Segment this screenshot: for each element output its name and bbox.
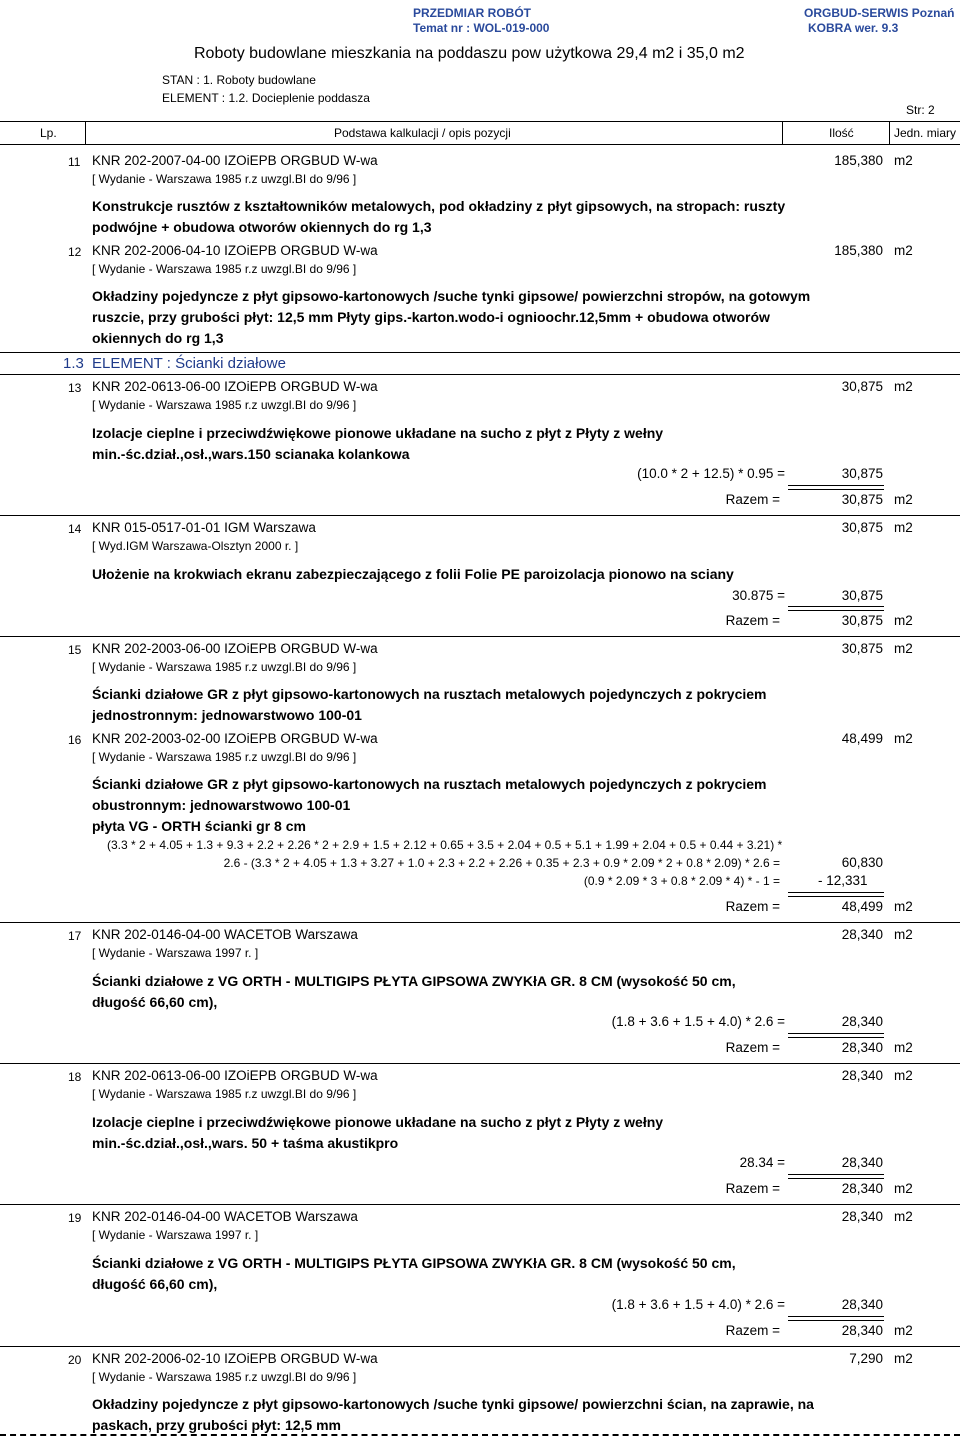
item-quantity: 7,290 <box>849 1351 883 1366</box>
calc-formula: (10.0 * 2 + 12.5) * 0.95 = <box>637 466 785 481</box>
software-version: KOBRA wer. 9.3 <box>808 21 899 35</box>
razem-unit: m2 <box>894 1040 913 1055</box>
calc-value: - 12,331 <box>818 873 868 888</box>
item-number: 16 <box>68 733 82 747</box>
sum-underline <box>788 1033 884 1038</box>
item-description: obustronnym: jednowarstwowo 100-01 <box>92 797 351 813</box>
item-number: 19 <box>68 1211 82 1225</box>
item-number: 12 <box>68 245 82 259</box>
item-source: [ Wyd.IGM Warszawa-Olsztyn 2000 r. ] <box>92 539 299 553</box>
item-unit: m2 <box>894 379 913 394</box>
stan-label: STAN : 1. Roboty budowlane <box>162 73 316 87</box>
item-code: KNR 202-0146-04-00 WACETOB Warszawa <box>92 927 358 942</box>
item-description: Ścianki działowe z VG ORTH - MULTIGIPS PŁYTA GIPSOWA ZWYKłA GR. 8 CM (wysokość 50 cm, <box>92 973 736 989</box>
software-company: ORGBUD-SERWIS Poznań <box>804 6 955 20</box>
col-lp: Lp. <box>40 126 57 140</box>
calc-value: 30,875 <box>841 466 883 481</box>
item-description: min.-śc.dział.,osł.,wars.150 scianaka kolankowa <box>92 446 410 462</box>
row-divider <box>0 1346 960 1347</box>
razem-label: Razem = <box>725 613 780 628</box>
item-description: Ścianki działowe GR z płyt gipsowo-kartonowych na rusztach metalowych pojedynczych z pokryciem <box>92 776 767 792</box>
razem-value: 28,340 <box>841 1040 883 1055</box>
item-quantity: 30,875 <box>841 379 883 394</box>
item-quantity: 30,875 <box>841 641 883 656</box>
calc-formula: (1.8 + 3.6 + 1.5 + 4.0) * 2.6 = <box>611 1297 785 1312</box>
item-description: min.-śc.dział.,osł.,wars. 50 + taśma akustikpro <box>92 1135 399 1151</box>
item-description: płyta VG - ORTH ścianki gr 8 cm <box>92 818 306 834</box>
topic-number: Temat nr : WOL-019-000 <box>413 21 550 35</box>
item-number: 15 <box>68 643 82 657</box>
item-unit: m2 <box>894 927 913 942</box>
calc-formula: 2.6 - (3.3 * 2 + 4.05 + 1.3 + 3.27 + 1.0 + 2.3 + 2.2 + 2.26 + 0.35 + 2.3 + 0.9 * 2.09 * 2 + 0.8 * 2.09) * 2.6 = <box>223 856 780 870</box>
sum-underline <box>788 485 884 490</box>
item-source: [ Wydanie - Warszawa 1985 r.z uwzgl.BI do 9/96 ] <box>92 750 357 764</box>
item-quantity: 30,875 <box>841 520 883 535</box>
item-description: Izolacje cieplne i przeciwdźwiękowe pionowe układane na sucho z płyt z Płyty z wełny <box>92 1114 664 1130</box>
page-cut-line <box>0 1434 960 1436</box>
element-label: ELEMENT : 1.2. Docieplenie poddasza <box>162 91 370 105</box>
item-unit: m2 <box>894 1351 913 1366</box>
section-title: ELEMENT : Ścianki działowe <box>92 355 286 372</box>
item-description: podwójne + obudowa otworów okiennych do rg 1,3 <box>92 219 432 235</box>
item-description: Izolacje cieplne i przeciwdźwiękowe pionowe układane na sucho z płyt z Płyty z wełny <box>92 425 664 441</box>
project-title: Roboty budowlane mieszkania na poddaszu pow użytkowa 29,4 m2 i 35,0 m2 <box>194 45 745 62</box>
item-description: Konstrukcje rusztów z kształtowników metalowych, pod okładziny z płyt gipsowych, na stropach: ruszty <box>92 198 786 214</box>
item-description: Ścianki działowe GR z płyt gipsowo-kartonowych na rusztach metalowych pojedynczych z pokryciem <box>92 686 767 702</box>
row-divider <box>0 922 960 923</box>
item-unit: m2 <box>894 153 913 168</box>
razem-unit: m2 <box>894 613 913 628</box>
item-code: KNR 202-0613-06-00 IZOiEPB ORGBUD W-wa <box>92 379 378 394</box>
item-quantity: 48,499 <box>841 731 883 746</box>
item-code: KNR 202-2003-02-00 IZOiEPB ORGBUD W-wa <box>92 731 378 746</box>
item-description: długość 66,60 cm), <box>92 1276 218 1292</box>
item-source: [ Wydanie - Warszawa 1985 r.z uwzgl.BI do 9/96 ] <box>92 1087 357 1101</box>
row-divider <box>0 636 960 637</box>
calc-formula: (1.8 + 3.6 + 1.5 + 4.0) * 2.6 = <box>611 1014 785 1029</box>
item-code: KNR 202-2003-06-00 IZOiEPB ORGBUD W-wa <box>92 641 378 656</box>
item-unit: m2 <box>894 731 913 746</box>
sum-underline <box>788 1316 884 1321</box>
item-description: Okładziny pojedyncze z płyt gipsowo-kartonowych /suche tynki gipsowe/ powierzchni ścian, na zaprawie, na <box>92 1396 814 1412</box>
item-number: 11 <box>68 155 81 169</box>
item-unit: m2 <box>894 520 913 535</box>
item-code: KNR 202-2006-02-10 IZOiEPB ORGBUD W-wa <box>92 1351 378 1366</box>
razem-unit: m2 <box>894 1323 913 1338</box>
item-description: Ścianki działowe z VG ORTH - MULTIGIPS PŁYTA GIPSOWA ZWYKłA GR. 8 CM (wysokość 50 cm, <box>92 1255 736 1271</box>
item-description: jednostronnym: jednowarstwowo 100-01 <box>92 707 362 723</box>
doc-type-title: PRZEDMIAR ROBÓT <box>413 6 531 20</box>
item-quantity: 28,340 <box>841 1068 883 1083</box>
item-code: KNR 015-0517-01-01 IGM Warszawa <box>92 520 316 535</box>
razem-label: Razem = <box>725 1040 780 1055</box>
item-description: okiennych do rg 1,3 <box>92 330 224 346</box>
calc-value: 60,830 <box>841 855 883 870</box>
razem-unit: m2 <box>894 492 913 507</box>
item-description: paskach, przy grubości płyt: 12,5 mm <box>92 1417 341 1433</box>
item-source: [ Wydanie - Warszawa 1985 r.z uwzgl.BI do 9/96 ] <box>92 398 357 412</box>
item-description: Okładziny pojedyncze z płyt gipsowo-kartonowych /suche tynki gipsowe/ powierzchni stropów, na gotowym <box>92 288 811 304</box>
section-divider <box>0 374 960 375</box>
col-description: Podstawa kalkulacji / opis pozycji <box>334 126 511 140</box>
item-source: [ Wydanie - Warszawa 1985 r.z uwzgl.BI do 9/96 ] <box>92 262 357 276</box>
item-code: KNR 202-2007-04-00 IZOiEPB ORGBUD W-wa <box>92 153 378 168</box>
item-number: 18 <box>68 1070 82 1084</box>
item-source: [ Wydanie - Warszawa 1985 r.z uwzgl.BI do 9/96 ] <box>92 660 357 674</box>
item-quantity: 28,340 <box>841 927 883 942</box>
item-number: 14 <box>68 522 82 536</box>
calc-value: 30,875 <box>841 588 883 603</box>
item-description: długość 66,60 cm), <box>92 994 218 1010</box>
item-unit: m2 <box>894 243 913 258</box>
item-number: 20 <box>68 1353 82 1367</box>
razem-label: Razem = <box>725 1323 780 1338</box>
item-number: 17 <box>68 929 82 943</box>
razem-value: 28,340 <box>841 1181 883 1196</box>
row-divider <box>0 1204 960 1205</box>
item-code: KNR 202-2006-04-10 IZOiEPB ORGBUD W-wa <box>92 243 378 258</box>
row-divider <box>0 515 960 516</box>
item-quantity: 28,340 <box>841 1209 883 1224</box>
calc-formula: 28.34 = <box>739 1155 785 1170</box>
item-source: [ Wydanie - Warszawa 1985 r.z uwzgl.BI do 9/96 ] <box>92 172 357 186</box>
section-divider <box>0 352 960 353</box>
razem-value: 28,340 <box>841 1323 883 1338</box>
item-unit: m2 <box>894 1068 913 1083</box>
item-source: [ Wydanie - Warszawa 1997 r. ] <box>92 946 259 960</box>
row-divider <box>0 1063 960 1064</box>
item-quantity: 185,380 <box>834 153 883 168</box>
razem-value: 30,875 <box>841 613 883 628</box>
razem-label: Razem = <box>725 899 780 914</box>
calc-formula: (3.3 * 2 + 4.05 + 1.3 + 9.3 + 2.2 + 2.26 * 2 + 2.9 + 1.5 + 2.12 + 0.65 + 3.5 + 2.04 + 0.5 + 5.1 + 1.99 + 2.04 + 0.5 + 0.44 + 3.21) * <box>107 838 783 852</box>
calc-value: 28,340 <box>841 1014 883 1029</box>
item-description: Ułożenie na krokwiach ekranu zabezpieczającego z folii Folie PE paroizolacja pionowo na sciany <box>92 566 734 582</box>
calc-value: 28,340 <box>841 1155 883 1170</box>
item-code: KNR 202-0146-04-00 WACETOB Warszawa <box>92 1209 358 1224</box>
calc-formula: (0.9 * 2.09 * 3 + 0.8 * 2.09 * 4) * - 1 = <box>583 874 780 888</box>
razem-unit: m2 <box>894 1181 913 1196</box>
calc-value: 28,340 <box>841 1297 883 1312</box>
item-number: 13 <box>68 381 82 395</box>
sum-underline <box>788 892 884 897</box>
item-code: KNR 202-0613-06-00 IZOiEPB ORGBUD W-wa <box>92 1068 378 1083</box>
razem-label: Razem = <box>725 1181 780 1196</box>
razem-value: 48,499 <box>841 899 883 914</box>
col-quantity: Ilość <box>829 126 854 140</box>
item-source: [ Wydanie - Warszawa 1997 r. ] <box>92 1228 259 1242</box>
section-number: 1.3 <box>63 355 84 372</box>
item-source: [ Wydanie - Warszawa 1985 r.z uwzgl.BI do 9/96 ] <box>92 1370 357 1384</box>
calc-formula: 30.875 = <box>732 588 785 603</box>
item-quantity: 185,380 <box>834 243 883 258</box>
razem-value: 30,875 <box>841 492 883 507</box>
sum-underline <box>788 606 884 611</box>
item-unit: m2 <box>894 641 913 656</box>
item-description: ruszcie, przy grubości płyt: 12,5 mm Płyty gips.-karton.wodo-i ognioochr.12,5mm + obudowa otworów <box>92 309 770 325</box>
col-unit: Jedn. miary <box>894 126 957 140</box>
razem-unit: m2 <box>894 899 913 914</box>
item-unit: m2 <box>894 1209 913 1224</box>
page-number: Str: 2 <box>906 103 935 117</box>
sum-underline <box>788 1174 884 1179</box>
razem-label: Razem = <box>725 492 780 507</box>
